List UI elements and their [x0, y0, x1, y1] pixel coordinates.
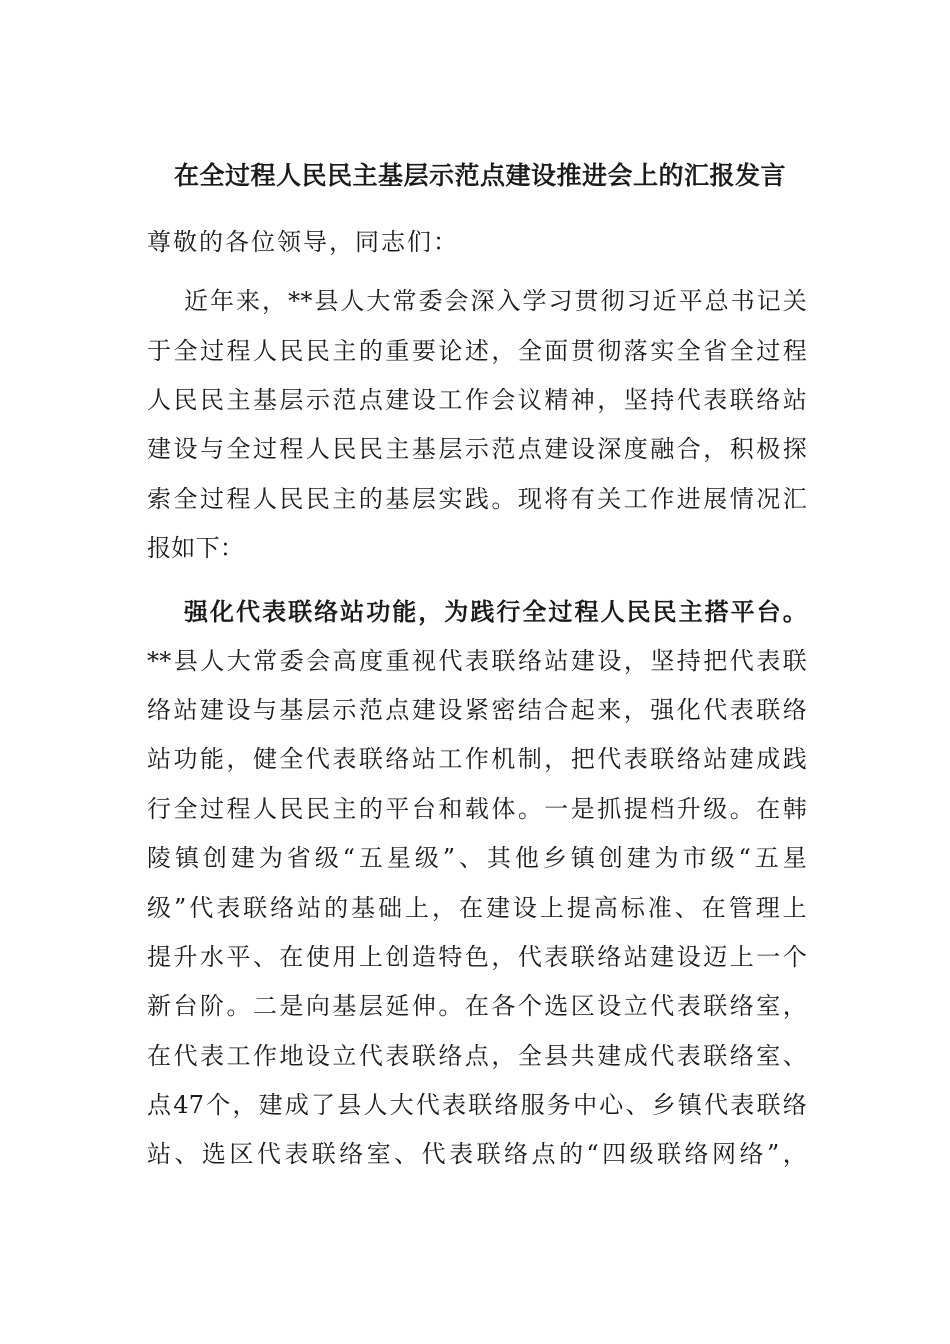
- paragraph-2-line-8: 新台阶。二是向基层延伸。在各个选区设立代表联络室，: [147, 992, 807, 1020]
- section-heading: 强化代表联络站功能，为践行全过程人民民主搭平台。: [184, 597, 807, 626]
- paragraph-2-line-2: 络站建设与基层示范点建设紧密结合起来，强化代表联络: [147, 696, 807, 724]
- paragraph-2-line-9: 在代表工作地设立代表联络点，全县共建成代表联络室、: [147, 1042, 807, 1070]
- paragraph-1-line-2: 于全过程人民民主的重要论述，全面贯彻落实全省全过程: [147, 337, 807, 365]
- paragraph-1-line-6: 报如下：: [147, 534, 245, 562]
- document-title: 在全过程人民民主基层示范点建设推进会上的汇报发言: [173, 161, 786, 190]
- paragraph-2-line-3: 站功能，健全代表联络站工作机制，把代表联络站建成践: [147, 745, 807, 773]
- paragraph-2-line-5: 陵镇创建为省级“五星级”、其他乡镇创建为市级“五星: [147, 844, 807, 872]
- paragraph-2-line-6: 级”代表联络站的基础上，在建设上提高标准、在管理上: [147, 894, 807, 922]
- salutation: 尊敬的各位领导，同志们：: [147, 228, 459, 256]
- paragraph-1-line-1: 近年来，**县人大常委会深入学习贯彻习近平总书记关: [184, 287, 807, 315]
- paragraph-2-line-1: **县人大常委会高度重视代表联络站建设，坚持把代表联: [147, 647, 807, 675]
- paragraph-1-line-5: 索全过程人民民主的基层实践。现将有关工作进展情况汇: [147, 485, 807, 513]
- paragraph-2-line-11: 站、选区代表联络室、代表联络点的“四级联络网络”，: [147, 1140, 807, 1168]
- paragraph-2-line-7: 提升水平、在使用上创造特色，代表联络站建设迈上一个: [147, 943, 807, 971]
- paragraph-2-line-4: 行全过程人民民主的平台和载体。一是抓提档升级。在韩: [147, 795, 807, 823]
- paragraph-2-line-10: 点47个，建成了县人大代表联络服务中心、乡镇代表联络: [147, 1091, 807, 1119]
- paragraph-1-line-3: 人民民主基层示范点建设工作会议精神，坚持代表联络站: [147, 386, 807, 414]
- paragraph-1-line-4: 建设与全过程人民民主基层示范点建设深度融合，积极探: [147, 435, 807, 463]
